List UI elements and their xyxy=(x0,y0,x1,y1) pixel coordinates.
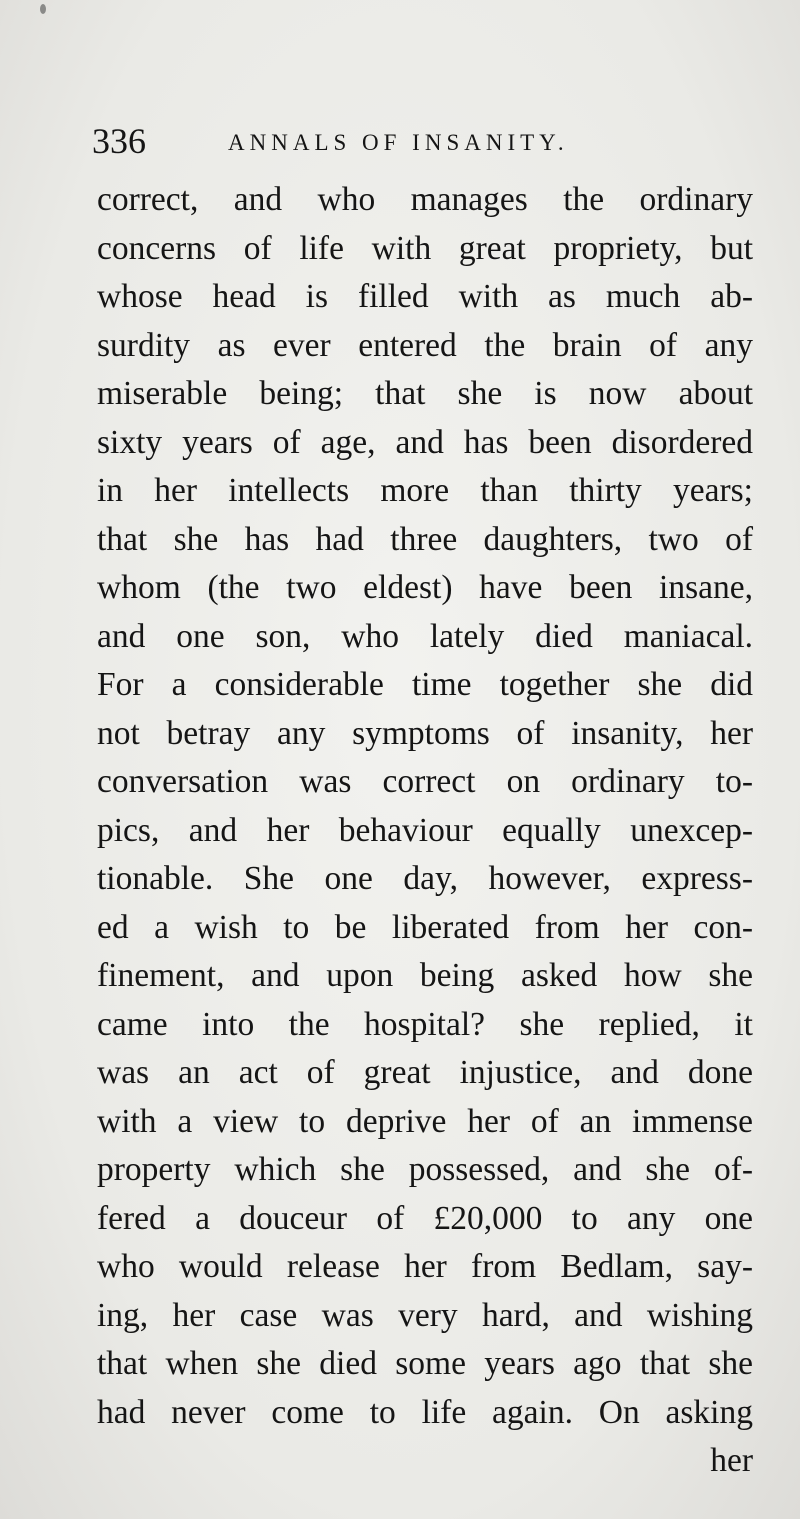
page-number: 336 xyxy=(92,121,146,161)
text-line: surdity as ever entered the brain of any xyxy=(97,326,753,364)
text-line: pics, and her behaviour equally unexcep- xyxy=(97,811,753,849)
text-line: was an act of great injustice, and done xyxy=(97,1054,753,1091)
text-line: For a considerable time together she did xyxy=(97,666,753,703)
text-line: whose head is filled with as much ab- xyxy=(97,278,753,315)
running-head: ANNALS OF INSANITY. xyxy=(228,130,569,155)
text-line: tionable. She one day, however, express- xyxy=(97,860,753,897)
text-line: that she has had three daughters, two of xyxy=(97,520,753,558)
text-line: correct, and who manages the ordinary xyxy=(97,181,753,218)
page-header xyxy=(92,118,752,168)
text-line: conversation was correct on ordinary to- xyxy=(97,763,753,800)
text-line: had never come to life again. On asking xyxy=(97,1393,753,1431)
text-line: property which she possessed, and she of- xyxy=(97,1151,753,1188)
ink-fleck xyxy=(40,4,46,14)
text-line: that when she died some years ago that she xyxy=(97,1345,753,1382)
catchword: her xyxy=(710,1442,753,1479)
text-line: came into the hospital? she replied, it xyxy=(97,1005,753,1043)
text-line: sixty years of age, and has been disordered xyxy=(97,423,753,461)
text-line: miserable being; that she is now about xyxy=(97,375,753,412)
text-line: who would release her from Bedlam, say- xyxy=(97,1248,753,1285)
text-line: finement, and upon being asked how she xyxy=(97,957,753,994)
text-line: whom (the two eldest) have been insane, xyxy=(97,569,753,606)
text-line: with a view to deprive her of an immense xyxy=(97,1102,753,1140)
text-line: ing, her case was very hard, and wishing xyxy=(97,1296,753,1334)
text-line: not betray any symptoms of insanity, her xyxy=(97,714,753,752)
text-line: in her intellects more than thirty years; xyxy=(97,472,753,509)
text-line: ed a wish to be liberated from her con- xyxy=(97,908,753,946)
body-text xyxy=(97,176,753,1486)
text-line: and one son, who lately died maniacal. xyxy=(97,617,753,655)
text-line: fered a douceur of £20,000 to any one xyxy=(97,1199,753,1237)
text-line: concerns of life with great propriety, but xyxy=(97,229,753,267)
